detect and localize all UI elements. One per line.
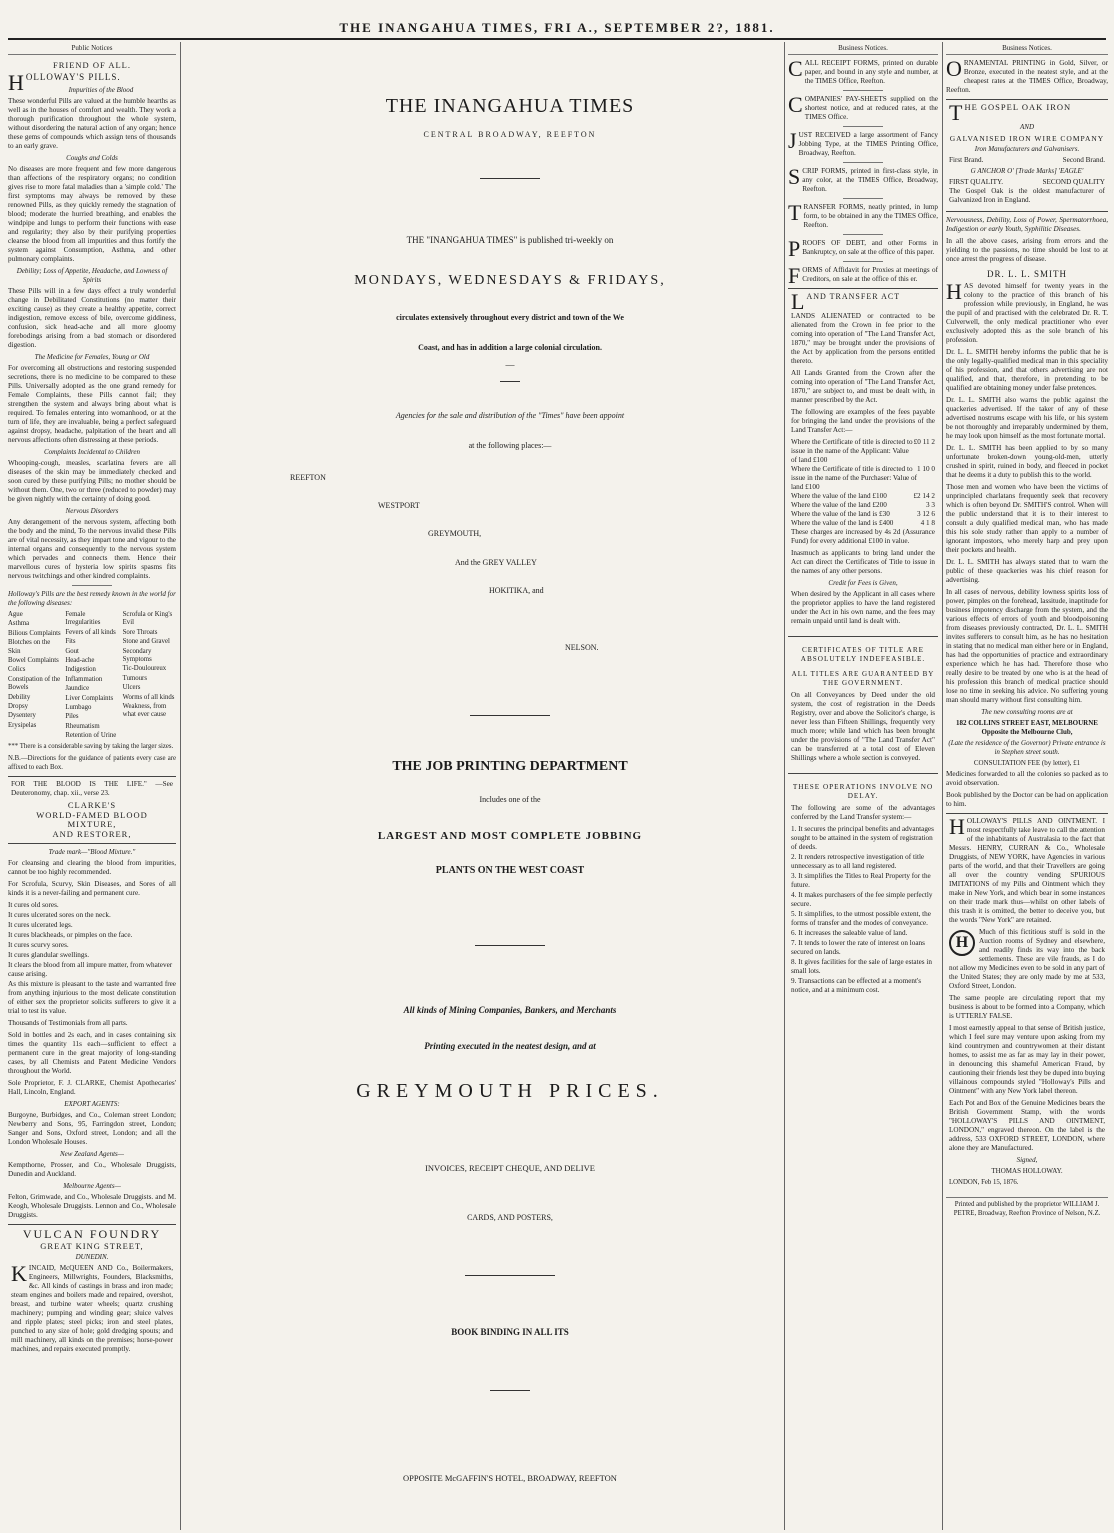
fee-amount: 3 3 [926, 501, 935, 509]
place-westport: WESTPORT [378, 501, 420, 510]
published-line: THE "INANGAHUA TIMES" is published tri-weekly on [406, 235, 614, 245]
subheading: Impurities of the Blood [68, 86, 134, 94]
fee-row [791, 519, 935, 528]
certificates-heading: CERTIFICATES OF TITLE ARE ABSOLUTELY INDEFEASIBLE. [800, 646, 926, 663]
column-header: Business Notices. [946, 44, 1108, 55]
column-rule [784, 42, 785, 1530]
rooms-line: The new consulting rooms are at [981, 708, 1073, 716]
disease-item: Scrofula or King's Evil [122, 611, 173, 627]
ornament [465, 1275, 555, 1276]
ornament [500, 381, 520, 382]
place-nelson: NELSON. [565, 643, 599, 652]
subheading: Nervous Disorders [65, 507, 119, 515]
paragraph: Dr. L. L. SMITH has always stated that to warn the public of these quackeries was his chief reason for advertising. [946, 558, 1108, 584]
trade-mark: Trade mark—"Blood Mixture." [48, 847, 136, 856]
advantage-item: 8. It gives facilities for the sale of large estates in small lots. [791, 958, 932, 975]
disease-item: Bowel Complaints [8, 657, 59, 665]
export-heading: EXPORT AGENTS: [64, 1099, 120, 1108]
disease-item: Dropsy [8, 703, 29, 711]
advantage-item: 7. It tends to lower the rate of interest on loans secured on lands. [791, 939, 925, 956]
disease-item: Head-ache [65, 657, 95, 665]
disease-item: Worms of all kinds [122, 693, 175, 701]
paragraph: LANDS ALIENATED or contracted to be alienated from the Crown in fee prior to the coming into operation of "The Land Transfer Act, 1870," may be brought under the provisions of the Act by application from the persons entitled thereto. [791, 312, 935, 365]
notice-scrip: CRIP FORMS, printed in first-class style, in any color, at the TIMES Office, Broadway, Reefton. [802, 167, 938, 193]
place-greymouth: GREYMOUTH, [428, 529, 482, 538]
advantage-item: 1. It secures the principal benefits and advantages sought to be attained in the system of registration of deeds. [791, 825, 934, 851]
blood-heading: FOR THE BLOOD IS THE LIFE." —See Deuteronomy, chap. xii., verse 23. [11, 779, 173, 797]
fee-row [791, 501, 935, 510]
fees-table [791, 438, 935, 528]
paragraph: For overcoming all obstructions and restoring suspended secretions, there is no medicine to be compared to these Pills. Universally adopted as the one grand remedy for Female Complaints, these Pills cannot fail; they strengthen the system and always bring about what is required. To females entering into womanhood, or at the turn of life, they are invaluable, being a perfect safeguard against dropsy, headache, palpitation of the heart and all nervous affections often distressing at these periods. [8, 364, 176, 444]
cure-item: It cures glandular swellings. [8, 950, 90, 959]
paragraph: AS devoted himself for twenty years in the colony to the practice of this branch of his profession while previously, in England, he was the pupil of and practised with the celebrated Dr. R. T. Culverwell, the only medical practitioner who ever exclusively adopted this as the sole branch of his profession. [946, 282, 1108, 344]
disease-item: Blotches on the Skin [8, 639, 51, 655]
fee-description: Where the value of the land is £30 [791, 510, 890, 518]
notice-type: UST RECEIVED a large assortment of Fancy Jobbing Type, at the TIMES Printing Office, Broadway, Reefton. [798, 131, 938, 157]
printing-line: Printing executed in the neatest design, and at [424, 1041, 596, 1051]
brand-marks: G ANCHOR O' [Trade Marks] 'EAGLE' [970, 167, 1084, 175]
disease-item: Debility [8, 693, 31, 701]
column-header: Public Notices [8, 44, 176, 55]
disease-item: Weakness, from what ever cause [122, 703, 167, 719]
largest-line: LARGEST AND MOST COMPLETE JOBBING [377, 830, 643, 842]
disease-item: Colics [8, 666, 26, 674]
disease-item: Erysipelas [8, 721, 37, 729]
paragraph: On all Conveyances by Deed under the old system, the cost of registration in the Deeds Registry, over and above the Solicitor's charge, is never less than Fifteen Shillings, frequently very much more; while land which has been brought under the provisions of "The Land Transfer Act" can be transferred at a total cost of Eleven Shillings where a whole section is conveyed. [791, 691, 935, 762]
subheading: Debility; Loss of Appetite, Headache, and Lowness of Spirits [16, 267, 168, 284]
advantages-list [791, 825, 935, 995]
separator [72, 585, 112, 586]
melb-heading: Melbourne Agents— [63, 1181, 121, 1190]
paragraph: Sold in bottles and 2s each, and in cases containing six times the quantity 11s each—sufficient to effect a permanent cure in the great majority of long-standing cases, by all Chemists and Patent Medicine Vendors throughout the World. [8, 1030, 176, 1075]
second-quality: SECOND QUALITY [1042, 178, 1105, 186]
column-rule [180, 42, 181, 1530]
center-advert: THE INANGAHUA TIMES CENTRAL BROADWAY, REEFTON THE "INANGAHUA TIMES" is published tri-weekly on MONDAYS, WEDNESDAYS & FRIDAYS, circulates extensively throughout every district and town of the We Coast, and has in addition a large colonial circulation. — Agencies for the sale and distribution of the "Times" have been appoint at the following places:— REEFTON WESTPORT GREYMOUTH, And the GREY VALLEY HOKITIKA, and NELSON. THE JOB PRINTING DEPARTMENT Includes one of the LARGEST AND MOST COMPLETE JOBBING PLANTS ON THE WEST COAST All kinds of Mining Companies, Bankers, and Merchants Printing executed in the neatest design, and at GREYMOUTH PRICES. INVOICES, RECEIPT CHEQUE, AND DELIVE CARDS, AND POSTERS, BOOK BINDING IN ALL ITS OPPOSITE McGAFFIN'S HOTEL, BROADWAY, REEFTON [240, 55, 780, 1530]
disease-list [8, 610, 176, 742]
first-quality: FIRST QUALITY. [949, 178, 1004, 186]
smith-address: 182 COLLINS STREET EAST, MELBOURNE Opposite the Melbourne Club, [956, 719, 1098, 736]
fee-amount: £2 14 2 [913, 492, 935, 500]
job-heading: THE JOB PRINTING DEPARTMENT [392, 759, 628, 774]
ornament [480, 178, 540, 179]
late-line: (Late the residence of the Governor) Private entrance is in Stephen street south. [948, 739, 1106, 756]
holloway-title: OLLOWAY'S PILLS. [25, 72, 121, 82]
disease-item: Indigestion [65, 666, 96, 674]
notice-debt: ROOFS OF DEBT, and other Forms in Bankruptcy, on sale at the office of this paper. [802, 239, 938, 256]
ornament [490, 1390, 530, 1391]
clarke-restorer: AND RESTORER, [52, 828, 132, 839]
notice-ornamental: RNAMENTAL PRINTING in Gold, Silver, or Bronze, executed in the neatest style, and at the cheapest rates at the TIMES Office, Broadway, Reefton. [946, 59, 1108, 94]
paragraph: Dr. L. L. SMITH has been applied to by so many unfortunate broken-down young-old-men, utterly crushed in spirit, ruined in body, and fleeced in pocket that he deems it a duty to publish this to the world. [946, 444, 1108, 479]
disease-item: Female Irregularities [65, 611, 101, 627]
column-business-notices: Business Notices. CALL RECEIPT FORMS, printed on durable paper, and bound in any style and number, at the TIMES Office, Reefton. COMPANIES' PAY-SHEETS supplied on the shortest notice, and at reduced rates, at the TIMES Office. JUST RECEIVED a large assortment of Fancy Jobbing Type, at the TIMES Printing Office, Broadway, Reefton. SCRIP FORMS, printed in first-class style, in any color, at the TIMES Office, Broadway, Reefton. TRANSFER FORMS, neatly printed, in lump form, to be obtained in any the TIMES Office, Reefton. PROOFS OF DEBT, and other Forms in Bankruptcy, on sale at the office of this paper. FORMS of Affidavit for Proxies at meetings of Creditors, on sale at the office of this er. LAND TRANSFER ACT LANDS ALIENATED or contracted to be alienated from the Crown in fee prior to the coming into operation of "The Land Transfer Act, 1870," may be brought under the provisions of the Act by application from the persons entitled thereto. All Lands Granted from the Crown after the coming into operation of "The Land Transfer Act, 1870," are subject to, and must be dealt with, in manner prescribed by the Act. The following are examples of the fees payable for bringing the land under the provisions of the Land Transfer Act:— Where the Certificate of title is directed to issue in the name of the Applicant: Value of land £100 £0 11 2 Where the Certificate of title is directed to issue in the name of the Purchaser: Value of land £100 1 10 0 Where the value of the land £100 £2 14 2 Where the value of the land £200 3 3 Where the value of the land is £30 3 12 6 Where the value of the land is £400 4 1 8 These charges are increased by 4s 2d (Assurance Fund) for every additional £100 in value. Inasmuch as applicants to bring land under the Act can direct the Certificates of Title to issue in the names of any other persons. Credit for Fees is Given, When desired by the Applicant in all cases where the proprietor applies to have the land registered under the Act in his own name, and the fees may remain unpaid until land is dealt with. CERTIFICATES OF TITLE ARE ABSOLUTELY INDEFEASIBLE. ALL TITLES ARE GUARANTEED BY THE GOVERNMENT. On all Conveyances by Deed under the old system, the cost of registration in the Deeds Registry, over and above the Solicitor's charge, is never less than Fifteen Shillings, frequently very much more; while land which has been brought under the provisions of "The Land Transfer Act" can be transferred at a total cost of Eleven Shillings where a whole section is conveyed. THESE OPERATIONS INVOLVE NO DELAY. The following are some of the advantages conferred by the Land Transfer system:— 1. It secures the principal benefits and advantages sought to be attained in the system of registration of deeds. 2. It renders retrospective investigation of title unnecessary as to all land registered. 3. It simplifies the Titles to Real Property for the future. 4. It makes purchasers of the fee simple perfectly secure. 5. It simplifies, to the utmost possible extent, the forms of transfer and the modes of conveyance. 6. It increases the saleable value of land. 7. It tends to lower the rate of interest on loans secured on lands. 8. It gives facilities for the sale of large estates in small lots. 9. Transactions can be effected at a moment's notice, and at a minimum cost. [788, 44, 938, 1530]
days-line: MONDAYS, WEDNESDAYS & FRIDAYS, [354, 273, 666, 288]
disease-item: Sore Throats [122, 628, 158, 636]
subheading: Complaints Incidental to Children [44, 448, 140, 456]
disease-item: Inflammation [65, 675, 103, 683]
disease-item: Piles [65, 713, 79, 721]
clarke-title: CLARKE'S [67, 799, 117, 810]
paper-address: CENTRAL BROADWAY, REEFTON [423, 130, 597, 139]
includes-line: Includes one of the [479, 795, 541, 804]
fee-amount: 3 12 6 [917, 510, 935, 518]
disease-item: Tumours [122, 674, 147, 682]
disease-item: Fits [65, 638, 76, 646]
nz-heading: New Zealand Agents— [59, 1149, 125, 1158]
cure-item: It clears the blood from all impure matter, from whatever cause arising. [8, 960, 173, 978]
paragraph: The same people are circulating report that my business is about to be formed into a Company, which is UTTERLY FALSE. [949, 994, 1105, 1020]
remedy-heading: Holloway's Pills are the best remedy known in the world for the following diseases: [8, 590, 176, 607]
paragraph: Felton, Grimwade, and Co., Wholesale Druggists. and M. Keogh, Wholesale Druggists. Lennon and Co., Wholesale Druggists. [8, 1192, 176, 1219]
advantage-item: 5. It simplifies, to the utmost possible extent, the forms of transfer and the modes of conveyance. [791, 910, 931, 927]
paragraph: When desired by the Applicant in all cases where the proprietor applies to have the land registered under the Act in his own name, and the fees may remain unpaid until land is dealt with. [791, 590, 935, 625]
bookbinding-line: BOOK BINDING IN ALL ITS [451, 1327, 569, 1337]
paragraph: These wonderful Pills are valued at the humble hearths as well as in the houses of comfort and wealth. They work a thorough purification throughout the whole system, without disordering the natural action of any organ; hence these gems of compounds which assign tens of thousands to an early grave. [8, 97, 176, 150]
paragraph: The Gospel Oak is the oldest manufacturer of Galvanized Iron in England. [949, 187, 1105, 204]
disease-item: Constipation of the Bowels [8, 675, 61, 692]
paragraph: Inasmuch as applicants to bring land under the Act can direct the Certificates of Title to issue in the names of any other persons. [791, 549, 935, 575]
first-brand: First Brand. [949, 156, 984, 164]
notice-receipt-forms: ALL RECEIPT FORMS, printed on durable paper, and bound in any style and number, at the TIMES Office, Reefton. [804, 59, 938, 85]
masthead-title: THE INANGAHUA TIMES, FRI A., SEPTEMBER 2?, 1881. [339, 20, 775, 35]
disease-item: Lumbago [65, 704, 92, 712]
advantage-item: 2. It renders retrospective investigation of title unnecessary as to all land registered. [791, 853, 925, 870]
ornament [475, 945, 545, 946]
paragraph: The following are some of the advantages conferred by the Land Transfer system:— [791, 804, 935, 821]
signed-line: Signed, [1016, 1156, 1038, 1164]
smith-heading: DR. L. L. SMITH [987, 269, 1067, 279]
fee-line: CONSULTATION FEE (by letter), £1 [973, 759, 1081, 767]
paragraph: In all cases of nervous, debility lowness spirits loss of power, pimples on the forehead, lassitude, inaptitude for business impotency discharge from the system, and the various effects of errors of youth and bloodpoisoning from diseases previously contracted, Dr. L. L. SMITH invites sufferers to consult him, as he has no hesitation in stating that no medical man either here or in England, has had the opportunities of practice and extraordinary experience which he has had. Therefore those who really desire to be treated by one who is at the head of his profession this branch of medical practice should lose no time in seeking his advice. No suffering young man should marry without first consulting him. [946, 588, 1108, 704]
notice-affidavit: ORMS of Affidavit for Proxies at meetings of Creditors, on sale at the office of this er. [802, 266, 938, 283]
fee-row [791, 438, 935, 465]
column-header: Business Notices. [788, 44, 938, 55]
paragraph: All Lands Granted from the Crown after the coming into operation of "The Land Transfer Act, 1870," are subject to, and must be dealt with, in manner prescribed by the Act. [791, 369, 935, 404]
plants-line: PLANTS ON THE WEST COAST [435, 865, 585, 876]
iron-manufacturers: Iron Manufacturers and Galvanisers. [974, 145, 1080, 153]
disease-item: Fevers of all kinds [65, 628, 116, 636]
saving-note: *** There is a considerable saving by taking the larger sizes. [8, 742, 174, 750]
subheading: The Medicine for Females, Young or Old [34, 353, 150, 361]
opposite-line: OPPOSITE McGAFFIN'S HOTEL, BROADWAY, REEFTON [403, 1473, 617, 1483]
disease-item: Stone and Gravel [122, 638, 170, 646]
london-date: LONDON, Feb 15, 1876. [949, 1179, 1019, 1186]
advantage-item: 3. It simplifies the Titles to Real Property for the future. [791, 872, 931, 889]
disease-item: Liver Complaints [65, 694, 114, 702]
fee-amount: 4 1 8 [920, 519, 935, 527]
imprint: Printed and published by the proprietor WILLIAM J. PETRE, Broadway, Reefton Province of Nelson, N.Z. [946, 1197, 1108, 1218]
drop-cap: H [8, 70, 24, 95]
paragraph: Dr. L. L. SMITH hereby informs the public that he is the only legally-qualified medical man in this speciality of his profession, and that others advertising are not qualified, and that, therefore, in pretending to be qualified are obtaining money under false pretences. [946, 348, 1108, 392]
disease-item: Secondary Symptoms [122, 647, 152, 664]
cure-item: It cures ulcerated sores on the neck. [8, 910, 111, 919]
subheading: Coughs and Colds [66, 154, 118, 162]
friend-heading: FRIEND OF ALL. [53, 60, 131, 70]
invoices-line: INVOICES, RECEIPT CHEQUE, AND DELIVE [425, 1163, 595, 1173]
masthead [0, 0, 1114, 40]
paragraph: Thousands of Testimonials from all parts. [8, 1018, 128, 1027]
column-public-notices [8, 44, 176, 1530]
column-rule [942, 42, 943, 1530]
holloway-signature: THOMAS HOLLOWAY. [991, 1167, 1063, 1175]
fee-amount: £0 11 2 [913, 438, 935, 446]
paragraph: For Scrofula, Scurvy, Skin Diseases, and Sores of all kinds it is a never-failing and permanent cure. [8, 879, 176, 897]
fee-row [791, 492, 935, 501]
paragraph: In all the above cases, arising from errors and the yielding to the passions, no time should be lost to at once arrest the progress of disease. [946, 237, 1108, 263]
masthead-rule [8, 38, 1106, 40]
vulcan-city: DUNEDIN. [75, 1252, 109, 1261]
holloway-seal-icon: H [949, 930, 975, 956]
land-heading: AND TRANSFER ACT [806, 292, 901, 301]
paragraph: As this mixture is pleasant to the taste and warranted free from anything injurious to the most delicate constitution of either sex the proprietor solicits sufferers to give it a trial to test its value. [8, 979, 176, 1015]
fee-row [791, 510, 935, 519]
coast-line: Coast, and has in addition a large colonial circulation. [418, 343, 602, 352]
disease-item: Jaundice [65, 685, 90, 693]
gospel-and: AND [1020, 123, 1034, 131]
disease-item: Gout [65, 647, 79, 655]
prices-line: GREYMOUTH PRICES. [356, 1080, 664, 1102]
disease-item: Ague [8, 611, 23, 618]
advantage-item: 9. Transactions can be effected at a moment's notice, and at a minimum cost. [791, 977, 922, 994]
advantage-item: 4. It makes purchasers of the fee simple perfectly secure. [791, 891, 933, 908]
disease-item: Asthma [8, 620, 30, 628]
clarke-world: WORLD-FAMED BLOOD MIXTURE, [36, 809, 148, 829]
cure-item: It cures old sores. [8, 900, 59, 909]
notice-transfer: RANSFER FORMS, neatly printed, in lump form, to be obtained in any the TIMES Office, Reefton. [803, 203, 938, 229]
paragraph: Kempthorne, Prosser, and Co., Wholesale Druggists, Dunedin and Auckland. [8, 1160, 176, 1178]
operations-heading: THESE OPERATIONS INVOLVE NO DELAY. [792, 783, 934, 800]
cure-item: It cures ulcerated legs. [8, 920, 73, 929]
paragraph: Any derangement of the nervous system, affecting both the body and the mind, To the nervous invalid these Pills are of vital necessity, as they impart tone and vigour to the internal organs and consequently to the nervous system which pervades and connects them. Hence their marvellous cures of hysteria low spirits spasms fits nervous twitchings and other kindred complaints. [8, 518, 176, 580]
fee-description: Where the Certificate of title is directed to issue in the name of the Purchaser: Value of land £100 [791, 465, 918, 491]
paragraph: For cleansing and clearing the blood from impurities, cannot be too highly recommended. [8, 858, 176, 876]
ornament [470, 715, 550, 716]
guaranteed-heading: ALL TITLES ARE GUARANTEED BY THE GOVERNMENT. [791, 670, 935, 687]
cure-item: It cures scurvy sores. [8, 940, 69, 949]
fee-description: Where the Certificate of title is directed to issue in the name of the Applicant: Value of land £100 [791, 438, 913, 464]
paragraph: Burgoyne, Burbidges, and Co., Coleman street London; Newberry and Sons, 95, Farringdon street, London; Sanger and Sons, Oxford street, London; and all the London Wholesale Houses. [8, 1110, 176, 1146]
fee-description: Where the value of the land £200 [791, 501, 887, 509]
paragraph: These charges are increased by 4s 2d (Assurance Fund) for every additional £100 in value. [791, 528, 935, 545]
vulcan-street: GREAT KING STREET, [40, 1240, 144, 1251]
disease-item: Rheumatism [65, 722, 100, 730]
paragraph: These Pills will in a few days effect a truly wonderful change in Debilitated Constitutions (no matter their exciting cause) as they create a healthy appetite, correct indigestion, remove excess of bile, overcome giddiness, confusion, sick head-ache and all more gloomy forebodings arising from a bad stomach or disordered digestion. [8, 287, 176, 349]
galvanised-heading: GALVANISED IRON WIRE COMPANY [949, 134, 1105, 143]
paragraph: OLLOWAY'S PILLS AND OINTMENT. I most respectfully take leave to call the attention of the inhabitants of Australasia to the fact that Messrs. HENRY, CURRAN & Co., Wholesale Druggists, of NEW YORK, have Agencies in various parts of the world, and that their Travellers are going all over the country vending SPURIOUS IMITATIONS of my Pills and Ointment which they make in New York, and which bear in some instances on their trade mark thus—whilst on other labels of this trash it is omitted, the better to deceive you, but the words "New York" are retained. [949, 817, 1105, 924]
fee-row [791, 465, 935, 492]
paper-title: THE INANGAHUA TIMES [385, 95, 635, 117]
paragraph: Those men and women who have been the victims of unprincipled charlatans frequently seek that recovery which is often beyond Dr. SMITH'S control. When will the public understand that it is to their interest to consult a duly qualified medical man, who has made this his sole study rather than apply to a number of ignorant impostors, who merely harp and prey upon their pockets and health. [946, 483, 1108, 554]
paragraph: Whooping-cough, measles, scarlatina fevers are all diseases of the skin may be immediately checked and soon cured by these purifying Pills; no mother should be without them. One, two or three (reduced to powder) may be given nightly with the certainty of doing good. [8, 459, 176, 503]
gospel-heading: HE GOSPEL OAK IRON [964, 102, 1072, 112]
paragraph: Dr. L. L. SMITH also warns the public against the quackeries advertised. If the taker of any of these advertised nostrums escape with his life, or his system be not thoroughly and irreparably undermined by them, he may look upon himself as the most fortunate mortal. [946, 396, 1108, 440]
column-business-notices-2: Business Notices. ORNAMENTAL PRINTING in Gold, Silver, or Bronze, executed in the neatest style, and at the cheapest rates at the TIMES Office, Broadway, Reefton. THE GOSPEL OAK IRON AND GALVANISED IRON WIRE COMPANY Iron Manufacturers and Galvanisers. First Brand. Second Brand. G ANCHOR O' [Trade Marks] 'EAGLE' FIRST QUALITY. SECOND QUALITY The Gospel Oak is the oldest manufacturer of Galvanized Iron in England. Nervousness, Debility, Loss of Power, Spermatorrhoea, Indigestion or early Youth, Syphilitic Diseases. In all the above cases, arising from errors and the yielding to the passions, no time should be lost to at once arrest the progress of disease. DR. L. L. SMITH HAS devoted himself for twenty years in the colony to the practice of this branch of his profession while previously, in England, he was the pupil of and practised with the celebrated Dr. R. T. Culverwell, the only medical practitioner who ever exclusively adopted this as the sole branch of his profession. Dr. L. L. SMITH hereby informs the public that he is the only legally-qualified medical man in this speciality of his profession, and that others advertising are not qualified, and that, therefore, in pretending to be qualified are obtaining money under false pretences. Dr. L. L. SMITH also warns the public against the quackeries advertised. If the taker of any of these advertised nostrums escape with his life, or his system be not thoroughly and irreparably undermined by them, he may look upon himself as the most fortunate mortal. Dr. L. L. SMITH has been applied to by so many unfortunate broken-down young-old-men, utterly crushed in spirit, ruined in body, and fleeced in pocket that he deems it a duty to publish this to the world. Those men and women who have been the victims of unprincipled charlatans frequently seek that recovery which is often beyond Dr. SMITH'S control. When will the public understand that it is to their interest to consult a duly qualified medical man, who has made this his sole study rather than apply to a number of ignorant impostors, who merely harp and prey upon their pockets and health. Dr. L. L. SMITH has always stated that to warn the public of these quackeries was his chief reason for advertising. In all cases of nervous, debility lowness spirits loss of power, pimples on the forehead, lassitude, inaptitude for business impotency discharge from the system, and the various effects of errors of youth and bloodpoisoning from diseases previously contracted, Dr. L. L. SMITH invites sufferers to consult him, as he has no hesitation in stating that no medical man either here or in England, has had the opportunities of practice and extraordinary experience which he has had. Therefore those who really desire to be treated by one who is at the head of his profession this branch of medical practice should lose no time in seeking his advice. No suffering young man should marry without first consulting him. The new consulting rooms are at 182 COLLINS STREET EAST, MELBOURNE Opposite the Melbourne Club, (Late the residence of the Governor) Private entrance is in Stephen street south. CONSULTATION FEE (by letter), £1 Medicines forwarded to all the colonies so packed as to avoid observation. Book published by the Doctor can be had on application to him. HOLLOWAY'S PILLS AND OINTMENT. I most respectfully take leave to call the attention of the inhabitants of Australasia to the fact that Messrs. HENRY, CURRAN & Co., Wholesale Druggists, of NEW YORK, have Agencies in various parts of the world, and that their Travellers are going all over the country vending SPURIOUS IMITATIONS of my Pills and Ointment which they make in New York, and which bear in some instances on their trade mark thus—whilst on other labels of this trash it is omitted, the better to deceive you, but the words "New York" are retained. H Much of this fictitious stuff is sold in the Auction rooms of Sydney and elsewhere, and readily finds its way into the back settlements. These are vile frauds, as I do not allow my Medicines even to be sold in any part of the United States; they are only made by me at 533, Oxford Street, London. The same people are circulating report that my business is about to be formed into a Company, which is UTTERLY FALSE. I most earnestly appeal to that sense of British justice, which I feel sure may venture upon asking from my kind countrymen and countrywomen at their distant homes, to assist me as far as may lay in their power, in denouncing this shameful American Fraud, by cautioning their friends lest they be duped into buying villainous compounds styled "Holloway's Pills and Ointment" with any New York label thereon. Each Pot and Box of the Genuine Medicines bears the British Government Stamp, with the words "HOLLOWAY'S PILLS AND OINTMENT, LONDON," engraved thereon. On the label is the address, 533 OXFORD STREET, LONDON, where alone they are Manufactured. Signed, THOMAS HOLLOWAY. LONDON, Feb 15, 1876. Printed and published by the proprietor WILLIAM J. PETRE, Broadway, Reefton Province of Nelson, N.Z. [946, 44, 1108, 1217]
notice-pay-sheets: OMPANIES' PAY-SHEETS supplied on the shortest notice, and at reduced rates, at the TIMES Office. [804, 95, 938, 121]
nb-note: N.B.—Directions for the guidance of patients every case are affixed to each Box. [8, 754, 176, 771]
nervousness-heading: Nervousness, Debility, Loss of Power, Spermatorrhoea, Indigestion or early Youth, Syphilitic Diseases. [946, 216, 1108, 233]
disease-item: Tic-Douloureux [122, 665, 167, 673]
place-hokitika: HOKITIKA, and [489, 586, 544, 595]
mining-line: All kinds of Mining Companies, Bankers, and Merchants [403, 1005, 617, 1015]
paragraph: Each Pot and Box of the Genuine Medicines bears the British Government Stamp, with the words "HOLLOWAY'S PILLS AND OINTMENT, LONDON," engraved thereon. On the label is the address, 533 OXFORD STREET, LONDON, where alone they are Manufactured. [949, 1099, 1105, 1152]
disease-item: Retention of Urine [65, 732, 117, 740]
paragraph: The following are examples of the fees payable for bringing the land under the provisions of the Land Transfer Act:— [791, 408, 935, 434]
place-grey-valley: And the GREY VALLEY [455, 558, 537, 567]
place-reefton: REEFTON [290, 473, 326, 482]
second-brand: Second Brand. [1062, 156, 1105, 164]
circulates-line: circulates extensively throughout every district and town of the We [396, 313, 624, 322]
paragraph: Medicines forwarded to all the colonies so packed as to avoid observation. [946, 770, 1108, 787]
disease-item: Ulcers [122, 684, 141, 692]
paragraph: I most earnestly appeal to that sense of British justice, which I feel sure may venture upon asking from my kind countrymen and countrywomen at their distant homes, to assist me as far as may lay in their power, in denouncing this shameful American Fraud, by cautioning their friends lest they be duped into buying villainous compounds styled "Holloway's Pills and Ointment" with any New York label thereon. [949, 1024, 1105, 1095]
cure-item: It cures blackheads, or pimples on the face. [8, 930, 133, 939]
paragraph: No diseases are more frequent and few more dangerous than affections of the respiratory organs; no condition gives rise to more fatal maladies than a 'simple cold.' The first symptoms may always be removed by these renowned Pills, as they quickly remedy the stagnation of blood; moderate the hurried breathing, and enables the windpipe and lungs to perform their functions with ease and regularity; they also by their purifying properties cleanse the blood from all impurities and thus fortify the system against Consumption, Asthma, and other pulmonary complaints. [8, 165, 176, 263]
advantage-item: 6. It increases the saleable value of land. [791, 929, 908, 937]
places-line: at the following places:— [468, 441, 552, 450]
paragraph: INCAID, McQUEEN AND Co., Boilermakers, Engineers, Millwrights, Founders, Blacksmiths, &c. All kinds of castings in brass and iron made; steam engines and boilers made and repaired, overshot, breast, and turbine water wheels; quartz crushing machinery; pumping and winding gear; sluice valves and ripple plates; steel picks; iron and steel plates, punched to any size of hole; gold dredging spouts; and mill machinery, all kinds on the premises; horse-power machines, and repairs executed promptly. [11, 1263, 173, 1353]
fee-description: Where the value of the land is £400 [791, 519, 894, 527]
cures-list [8, 901, 176, 979]
fee-amount: 1 10 0 [917, 465, 935, 473]
fee-description: Where the value of the land £100 [791, 492, 887, 500]
paragraph: Much of this fictitious stuff is sold in the Auction rooms of Sydney and elsewhere, and readily finds its way into the back settlements. These are vile frauds, as I do not allow my Medicines even to be sold in any part of the United States; they are only made by me at 533, Oxford Street, London. [949, 928, 1105, 990]
cards-line: CARDS, AND POSTERS, [467, 1213, 553, 1222]
disease-item: Dysentery [8, 712, 36, 720]
disease-item: Bilious Complaints [8, 629, 61, 637]
paragraph: Sole Proprietor, F. J. CLARKE, Chemist Apothecaries' Hall, Lincoln, England. [8, 1078, 176, 1096]
paragraph: Book published by the Doctor can be had on application to him. [946, 791, 1108, 808]
drop-cap: K [11, 1260, 27, 1286]
vulcan-title: VULCAN FOUNDRY [22, 1226, 162, 1241]
agencies-line: Agencies for the sale and distribution of the "Times" have been appoint [395, 411, 625, 420]
credit-heading: Credit for Fees is Given, [828, 579, 898, 587]
